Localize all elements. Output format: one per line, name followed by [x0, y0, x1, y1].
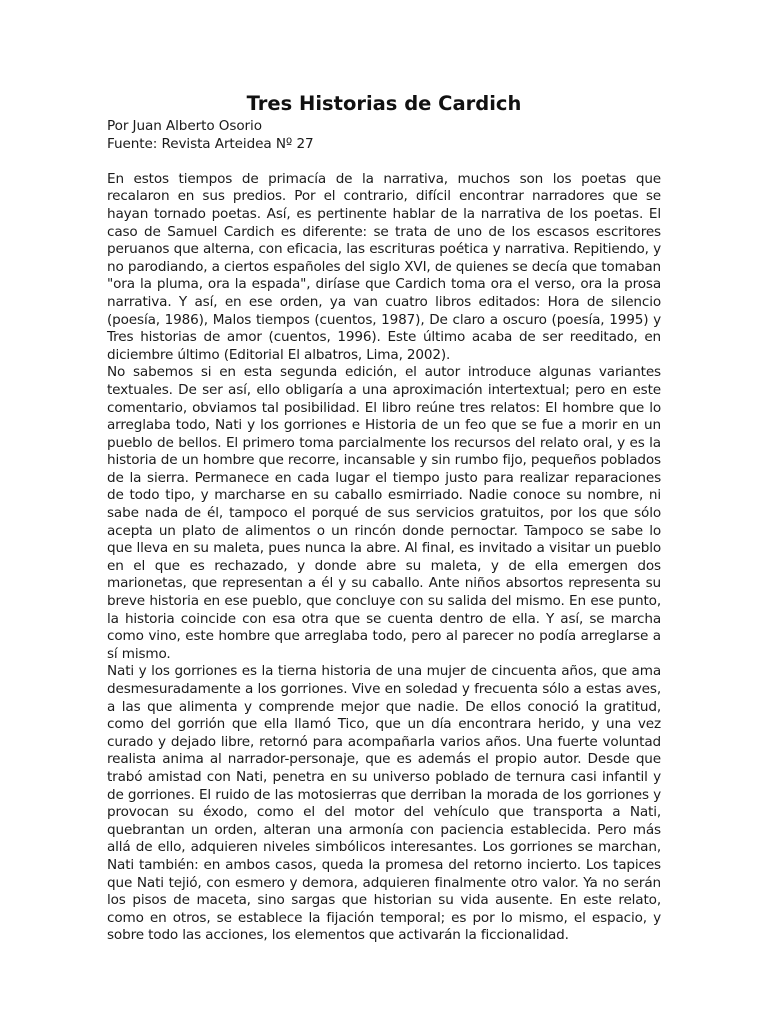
- paragraph-2: No sabemos si en esta segunda edición, el autor introduce algunas variantes textuales. De ser así, ello obligaría a una aproximación intertextual; pero en este comentario, obviamos tal posibilidad. El libro reúne tres relatos: El hombre que lo arreglaba todo, Nati y los gorriones e Historia de un feo que se fue a morir en un pueblo de bellos. El primero toma parcialmente los recursos del relato oral, y es la historia de un hombre que recorre, incansable y sin rumbo fijo, pequeños poblados de la sierra. Permanece en cada lugar el tiempo justo para realizar reparaciones de todo tipo, y marcharse en su caballo esmirriado. Nadie conoce su nombre, ni sabe nada de él, tampoco el porqué de sus servicios gratuitos, por los que sólo acepta un plato de alimentos o un rincón donde pernoctar. Tampoco se sabe lo que lleva en su maleta, pues nunca la abre. Al final, es invitado a visitar un pueblo en el que es rechazado, y donde abre su maleta, y de ella emergen dos marionetas, que representan a él y su caballo. Ante niños absortos representa su breve historia en ese pueblo, que concluye con su salida del mismo. En ese punto, la historia coincide con esa otra que se cuenta dentro de ella. Y así, se marcha como vino, este hombre que arreglaba todo, pero al parecer no podía arreglarse a sí mismo.: [107, 364, 661, 662]
- paragraph-1: En estos tiempos de primacía de la narrativa, muchos son los poetas que recalaron en sus predios. Por el contrario, difícil encontrar narradores que se hayan tornado poetas. Así, es pertinente hablar de la narrativa de los poetas. El caso de Samuel Cardich es diferente: se trata de uno de los escasos escritores peruanos que alterna, con eficacia, las escrituras poética y narrativa. Repitiendo, y no parodiando, a ciertos españoles del siglo XVI, de quienes se decía que tomaban "ora la pluma, ora la espada", diríase que Cardich toma ora el verso, ora la prosa narrativa. Y así, en ese orden, ya van cuatro libros editados: Hora de silencio (poesía, 1986), Malos tiempos (cuentos, 1987), De claro a oscuro (poesía, 1995) y Tres historias de amor (cuentos, 1996). Este último acaba de ser reeditado, en diciembre último (Editorial El albatros, Lima, 2002).: [107, 170, 661, 363]
- byline: [107, 118, 661, 153]
- document-title: Tres Historias de Cardich: [246, 92, 522, 115]
- document-page: [107, 92, 661, 945]
- article-body: [107, 171, 661, 945]
- author-line: Por Juan Alberto Osorio: [107, 118, 262, 134]
- paragraph-3: Nati y los gorriones es la tierna historia de una mujer de cincuenta años, que ama desmesuradamente a los gorriones. Vive en soledad y frecuenta sólo a estas aves, a las que alimenta y comprende mejor que nadie. De ellos conoció la gratitud, como del gorrión que ella llamó Tico, que un día encontrara herido, y una vez curado y dejado libre, retornó para acompañarla varios años. Una fuerte voluntad realista anima al narrador-personaje, que es además el propio autor. Desde que trabó amistad con Nati, penetra en su universo poblado de ternura casi infantil y de gorriones. El ruido de las motosierras que derriban la morada de los gorriones y provocan su éxodo, como el del motor del vehículo que transporta a Nati, quebrantan un orden, alteran una armonía con paciencia establecida. Pero más allá de ello, adquieren niveles simbólicos interesantes. Los gorriones se marchan, Nati también: en ambos casos, queda la promesa del retorno incierto. Los tapices que Nati tejió, con esmero y demora, adquieren finalmente otro valor. Ya no serán los pisos de maceta, sino sargas que historian su vida ausente. En este relato, como en otros, se establece la fijación temporal; es por lo mismo, el espacio, y sobre todo las acciones, los elementos que activarán la ficcionalidad.: [107, 663, 661, 944]
- source-line: Fuente: Revista Arteidea Nº 27: [107, 135, 314, 152]
